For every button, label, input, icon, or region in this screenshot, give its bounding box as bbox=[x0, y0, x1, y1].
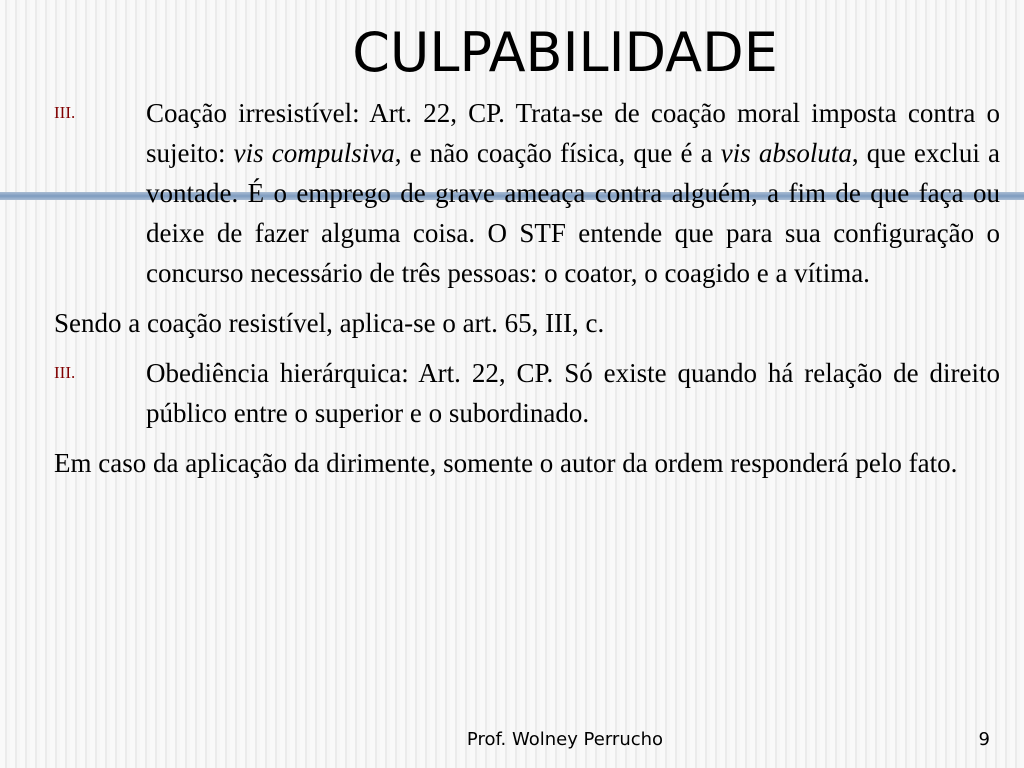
paragraph-dirimente: Em caso da aplicação da dirimente, somente o autor da ordem responderá pelo fato. bbox=[54, 448, 958, 478]
italic-term: vis compulsiva bbox=[233, 138, 395, 168]
paragraph-coacao-resistivel: Sendo a coação resistível, aplica-se o art. 65, III, c. bbox=[54, 308, 605, 338]
list-item-text bbox=[146, 98, 1000, 288]
text-segment: Coação irresistível: Art. 22, CP. Trata-se de coação moral imposta contra o sujeito: bbox=[146, 98, 1000, 168]
slide-title: CULPABILIDADE bbox=[352, 21, 778, 84]
page-number: 9 bbox=[978, 729, 990, 750]
italic-term: vis absoluta bbox=[720, 138, 852, 168]
list-item-text: Obediência hierárquica: Art. 22, CP. Só existe quando há relação de direito público entre o superior e o subordinado. bbox=[146, 358, 1000, 428]
text-segment: , e não coação física, que é a bbox=[394, 138, 721, 168]
list-item-obediencia bbox=[54, 353, 1000, 433]
list-marker: III. bbox=[54, 363, 76, 382]
list-item-coacao bbox=[54, 93, 1000, 293]
list-marker: III. bbox=[54, 103, 76, 122]
text-segment: , que exclui a vontade. É o emprego de grave ameaça contra alguém, a fim de que faça ou deixe de fazer alguma coisa. O STF entende que para sua configuração o concurso necessário de três pessoas: o coator, o coagido e a vítima. bbox=[146, 138, 1000, 288]
slide-body bbox=[54, 93, 1000, 483]
footer-author: Prof. Wolney Perrucho bbox=[466, 729, 664, 750]
